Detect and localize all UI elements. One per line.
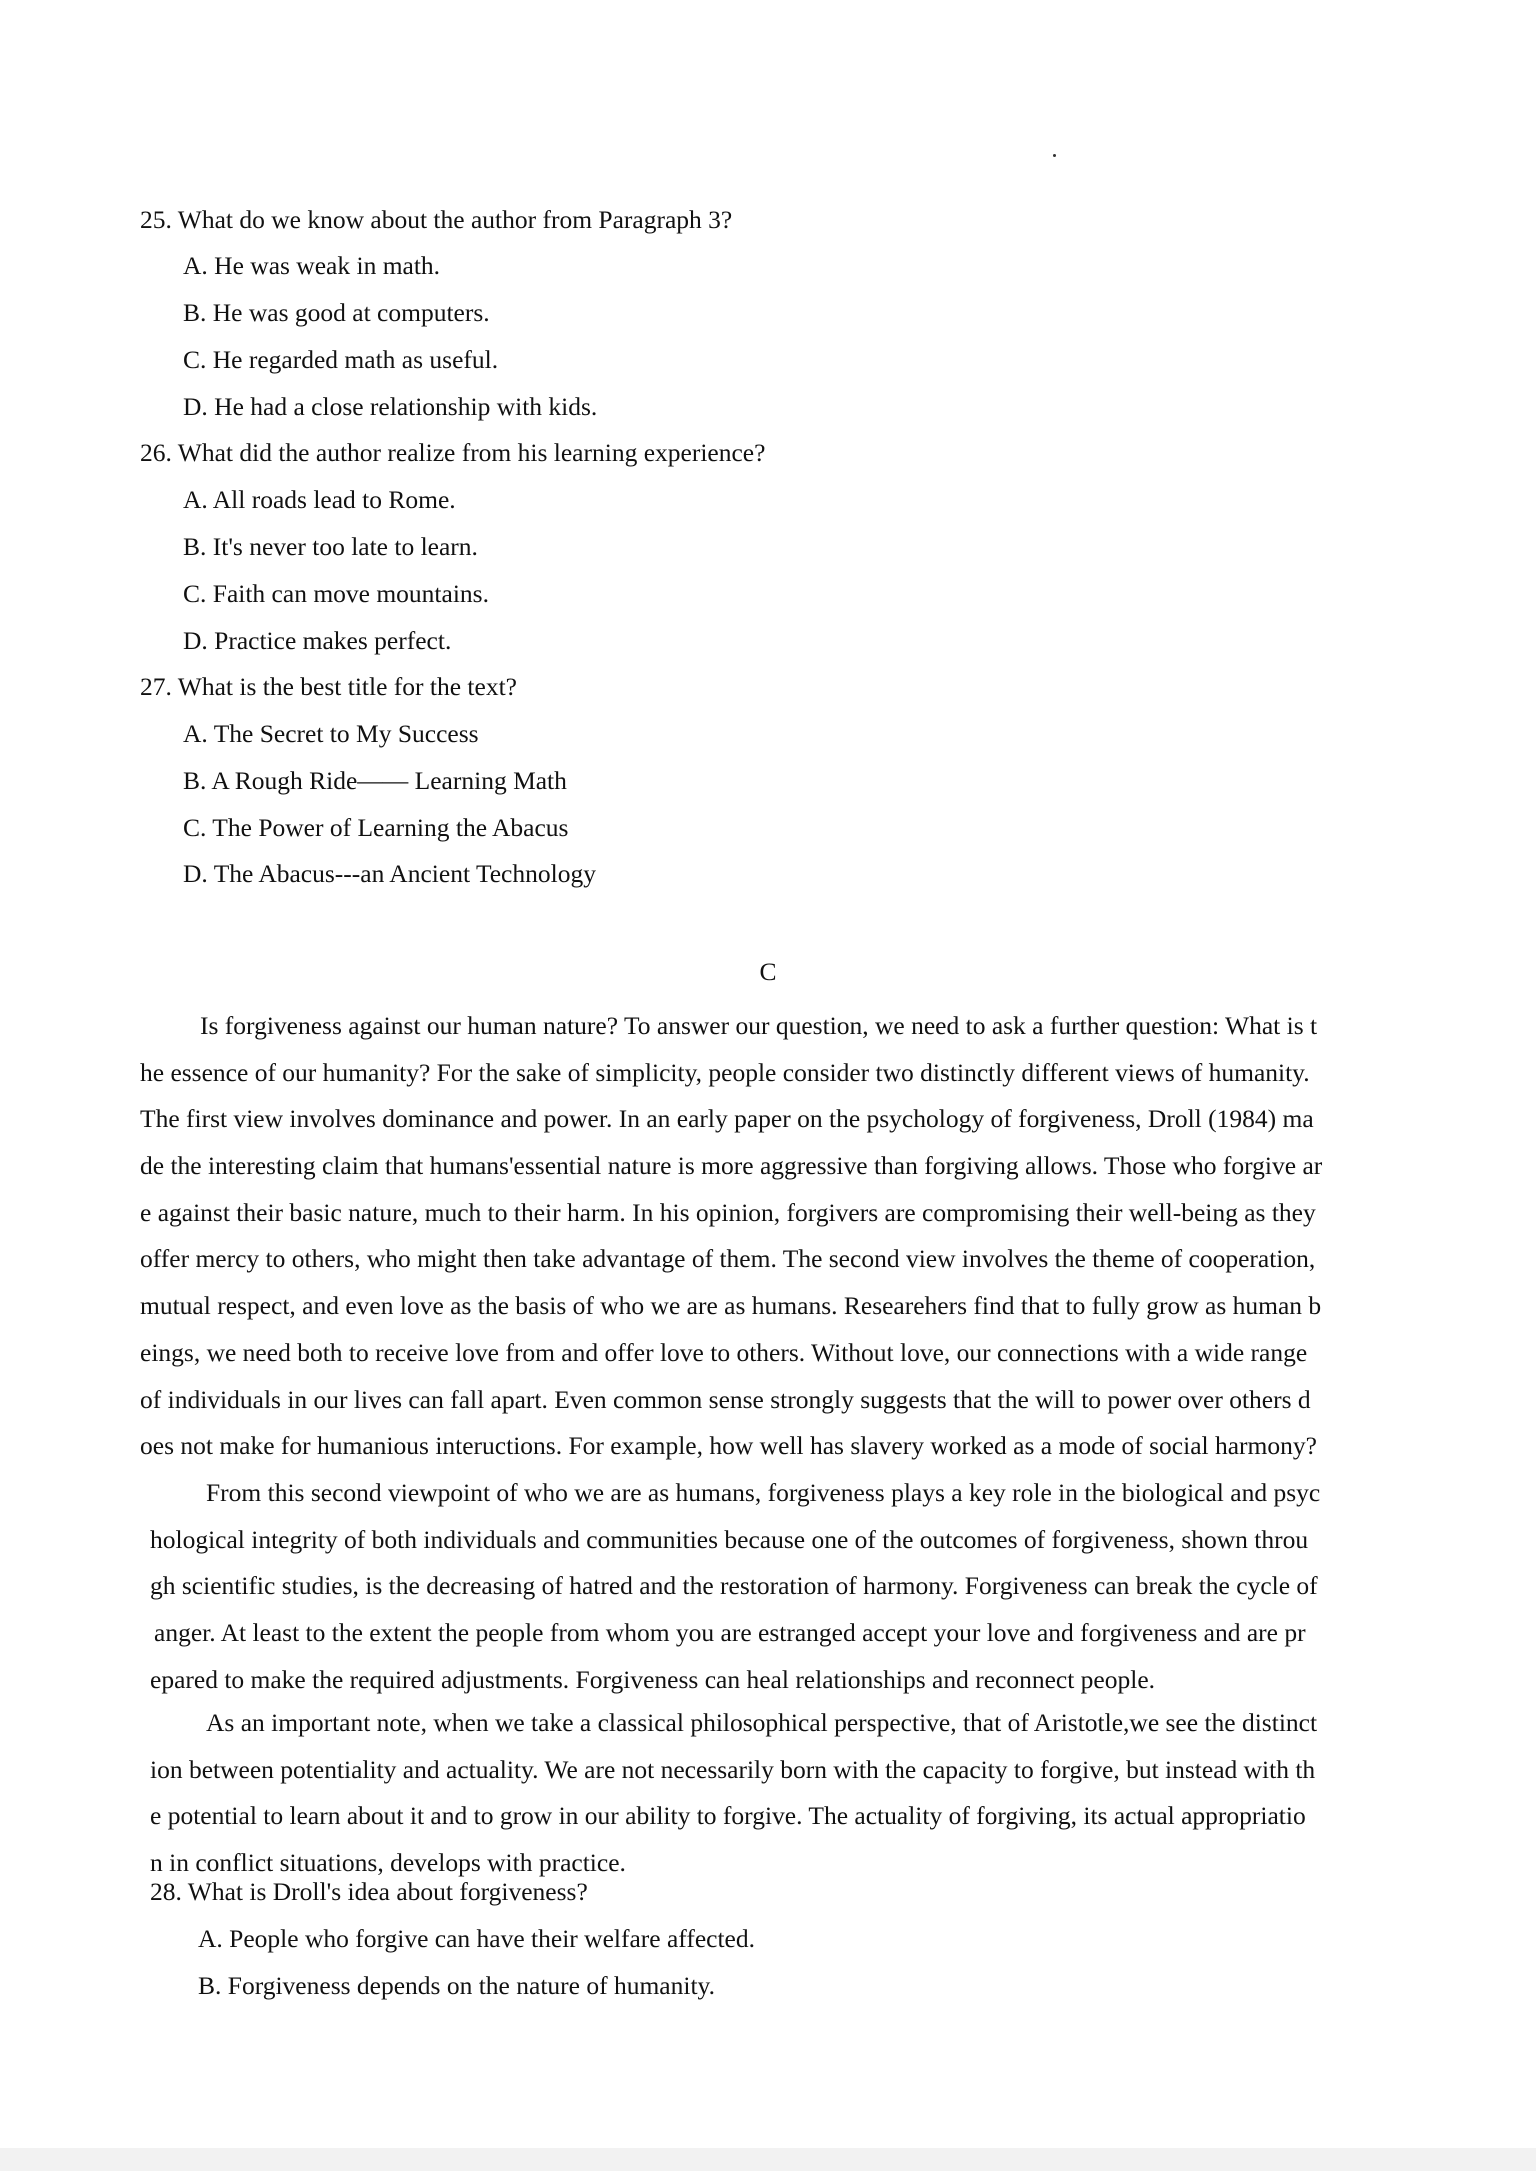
question-27-option-c: C. The Power of Learning the Abacus [183, 813, 569, 842]
question-28-option-b: B. Forgiveness depends on the nature of humanity. [198, 1971, 715, 2000]
question-28-option-a: A. People who forgive can have their welfare affected. [198, 1924, 755, 1953]
question-25-option-b: B. He was good at computers. [183, 298, 490, 327]
section-c-heading: C [759, 957, 777, 986]
passage-line: As an important note, when we take a classical philosophical perspective, that of Aristotle,we see the distinct [206, 1708, 1318, 1737]
question-27-stem: 27. What is the best title for the text? [140, 672, 517, 701]
passage-line: Is forgiveness against our human nature? To answer our question, we need to ask a further question: What is t [200, 1011, 1318, 1040]
passage-line: offer mercy to others, who might then take advantage of them. The second view involves the theme of cooperation, [140, 1244, 1316, 1274]
question-26-option-a: A. All roads lead to Rome. [183, 485, 456, 514]
question-26-option-b: B. It's never too late to learn. [183, 532, 478, 561]
passage-paragraph-2 [150, 1470, 1410, 1703]
question-27-option-a: A. The Secret to My Success [183, 719, 479, 748]
question-26-stem: 26. What did the author realize from his learning experience? [140, 438, 766, 467]
question-25-option-a: A. He was weak in math. [183, 251, 441, 280]
question-27-option-d: D. The Abacus---an Ancient Technology [183, 859, 596, 888]
passage-line: epared to make the required adjustments. Forgiveness can heal relationships and reconnect people. [150, 1664, 1156, 1694]
passage-line: e potential to learn about it and to grow in our ability to forgive. The actuality of forgiving, its actual appropriatio [150, 1801, 1306, 1831]
question-27-option-b: B. A Rough Ride—— Learning Math [183, 766, 567, 795]
passage-line: gh scientific studies, is the decreasing of hatred and the restoration of harmony. Forgiveness can break the cycle of [150, 1571, 1318, 1601]
page-bottom-edge [0, 2148, 1536, 2171]
passage-line: he essence of our humanity? For the sake of simplicity, people consider two distinctly different views of humanity. [140, 1057, 1310, 1087]
stray-dot [1053, 154, 1056, 157]
passage-line: de the interesting claim that humans'essential nature is more aggressive than forgiving allows. Those who forgive ar [140, 1151, 1323, 1181]
passage-line: e against their basic nature, much to their harm. In his opinion, forgivers are compromising their well-being as they [140, 1197, 1316, 1227]
passage-line: n in conflict situations, develops with practice. [150, 1848, 626, 1878]
passage-line: From this second viewpoint of who we are as humans, forgiveness plays a key role in the biological and psyc [206, 1478, 1321, 1507]
passage-line: hological integrity of both individuals and communities because one of the outcomes of forgiveness, shown throu [150, 1524, 1309, 1554]
question-25-option-d: D. He had a close relationship with kids. [183, 392, 598, 421]
passage-line: ion between potentiality and actuality. We are not necessarily born with the capacity to forgive, but instead with th [150, 1754, 1316, 1784]
passage-line: mutual respect, and even love as the basis of who we are as humans. Researehers find that to fully grow as human b [140, 1291, 1322, 1321]
passage-paragraph-3 [150, 1700, 1410, 1887]
passage-line: anger. At least to the extent the people from whom you are estranged accept your love and forgiveness and are pr [154, 1618, 1306, 1648]
passage-paragraph-1 [140, 1003, 1410, 1470]
passage-line: The first view involves dominance and power. In an early paper on the psychology of forgiveness, Droll (1984) ma [140, 1104, 1314, 1134]
question-28-stem: 28. What is Droll's idea about forgiveness? [150, 1877, 588, 1906]
question-26-option-d: D. Practice makes perfect. [183, 626, 452, 655]
question-26-option-c: C. Faith can move mountains. [183, 579, 489, 608]
question-25-stem: 25. What do we know about the author from Paragraph 3? [140, 205, 733, 234]
passage-line: oes not make for humanious inteructions. For example, how well has slavery worked as a mode of social harmony? [140, 1431, 1317, 1461]
passage-line: eings, we need both to receive love from and offer love to others. Without love, our connections with a wide range [140, 1337, 1308, 1367]
question-25-option-c: C. He regarded math as useful. [183, 345, 499, 374]
passage-line: of individuals in our lives can fall apart. Even common sense strongly suggests that the will to power over others d [140, 1384, 1311, 1414]
